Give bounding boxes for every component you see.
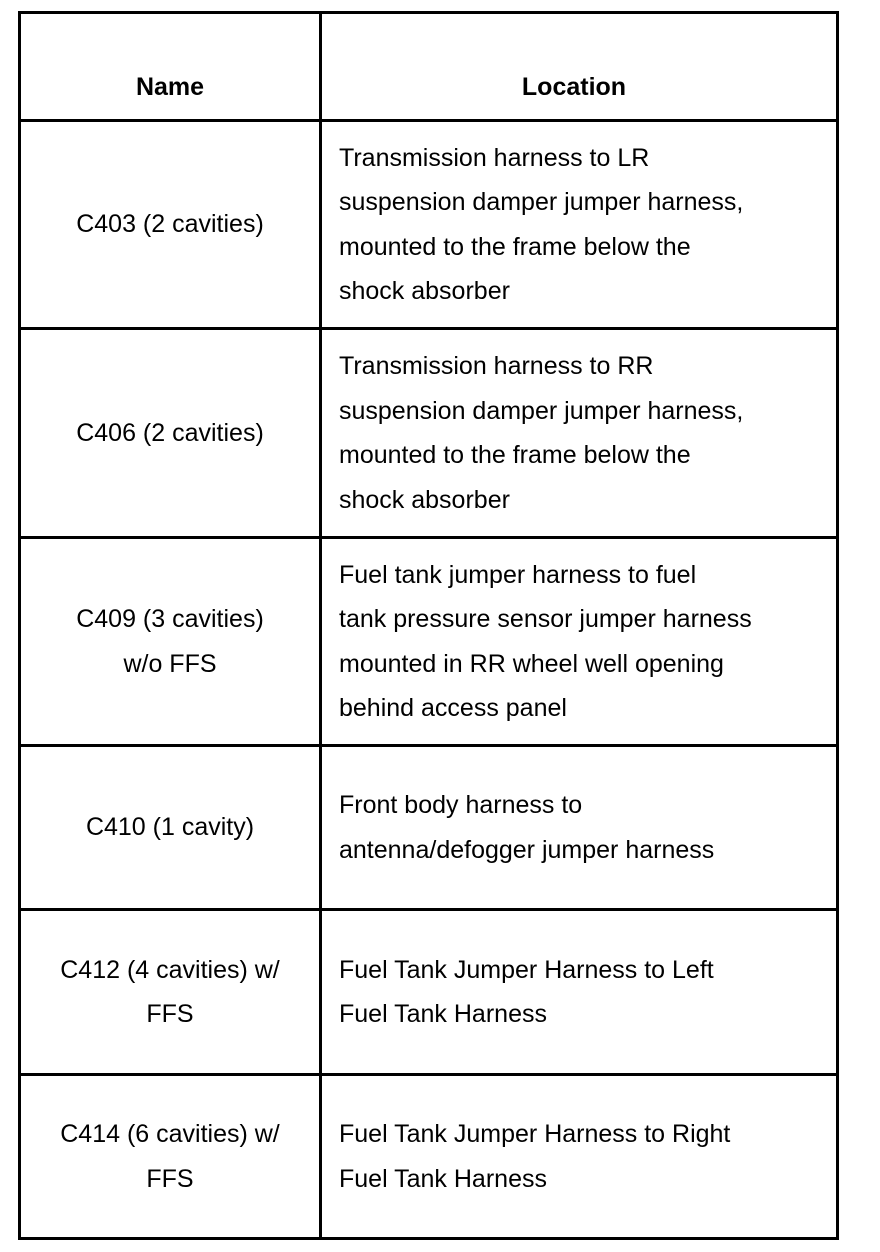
table-row [21, 1076, 839, 1240]
location-line: Fuel tank jumper harness to fuel [339, 560, 697, 589]
location-line: Front body harness to [339, 791, 583, 819]
location-line: suspension damper jumper harness, [339, 396, 744, 425]
connector-location-cell [322, 539, 839, 744]
location-line: Fuel Tank Jumper Harness to Left [339, 955, 714, 984]
connector-location-cell [322, 1076, 839, 1237]
header-name [21, 14, 322, 119]
location-line: Fuel Tank Jumper Harness to Right [339, 1120, 731, 1148]
connector-table [18, 11, 839, 1240]
table-row [21, 911, 839, 1076]
location-line: mounted to the frame below the [339, 441, 691, 469]
connector-name-line: C412 (4 cavities) w/ [60, 955, 280, 984]
header-name-label: Name [135, 72, 205, 101]
connector-name-line: C409 (3 cavities) [76, 605, 264, 633]
connector-name-line: FFS [146, 1164, 194, 1193]
location-line: Fuel Tank Harness [339, 1164, 547, 1193]
location-line: shock absorber [339, 485, 510, 514]
table-row [21, 747, 839, 911]
connector-name-cell [21, 1076, 322, 1237]
location-line: shock absorber [339, 277, 510, 305]
connector-name-cell [21, 330, 322, 536]
connector-name-cell [21, 122, 322, 327]
table-row [21, 330, 839, 539]
connector-location-cell [322, 330, 839, 536]
connector-location-cell [322, 747, 839, 908]
connector-name-cell [21, 539, 322, 744]
connector-name-line: C414 (6 cavities) w/ [60, 1120, 280, 1148]
location-line: tank pressure sensor jumper harness [339, 605, 752, 633]
location-line: Transmission harness to RR [339, 352, 654, 380]
location-line: antenna/defogger jumper harness [339, 835, 715, 864]
table-header-row [21, 14, 839, 122]
connector-name-line: C406 (2 cavities) [76, 418, 264, 447]
location-line: Fuel Tank Harness [339, 1000, 547, 1028]
connector-name-line: C403 (2 cavities) [76, 210, 264, 239]
location-line: suspension damper jumper harness, [339, 188, 744, 216]
connector-name-line: w/o FFS [123, 649, 217, 678]
location-line: mounted in RR wheel well opening [339, 649, 724, 678]
connector-location-cell [322, 911, 839, 1073]
location-line: behind access panel [339, 694, 567, 722]
connector-location-cell [322, 122, 839, 327]
table-row [21, 122, 839, 330]
connector-name-line: FFS [146, 1000, 194, 1028]
header-location-label: Location [521, 72, 627, 101]
connector-name-line: C410 (1 cavity) [85, 813, 255, 842]
table-row [21, 539, 839, 747]
connector-name-cell [21, 747, 322, 908]
location-line: mounted to the frame below the [339, 232, 691, 261]
header-location [322, 14, 839, 119]
connector-name-cell [21, 911, 322, 1073]
location-line: Transmission harness to LR [339, 143, 650, 172]
